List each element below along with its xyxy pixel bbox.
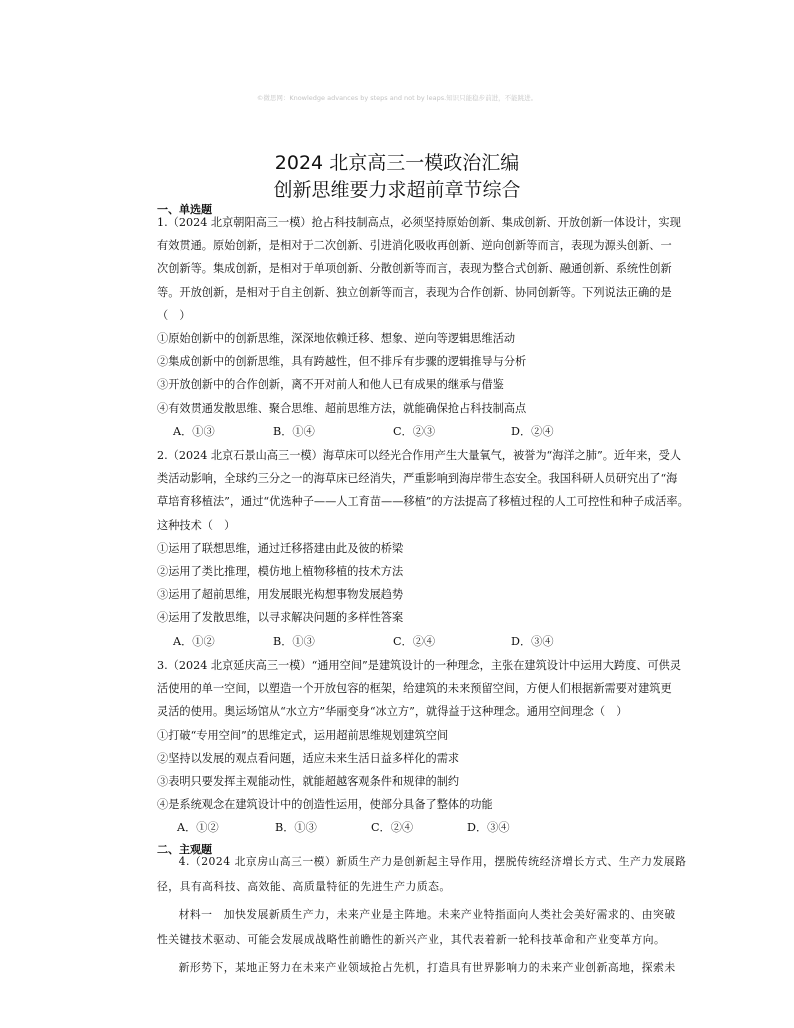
option-b: B．①④ (273, 424, 315, 438)
question-2-statement: ②运用了类比推理，模仿地上植物移植的技术方法 (157, 565, 404, 579)
question-3-statement: ①打破“专用空间”的思维定式，运用超前思维规划建筑空间 (157, 728, 449, 742)
material-1-line: 性关键技术驱动、可能会发展成战略性前瞻性的新兴产业，其代表着新一轮科技革命和产业变革方向。 (157, 932, 666, 946)
option-c: C．②④ (393, 634, 436, 648)
question-4-stem-line: 径，具有高科技、高效能、高质量特征的先进生产力质态。 (157, 879, 451, 893)
question-2-stem-line: 草培育移植法”，通过“优选种子——人工育苗——移植”的方法提高了移植过程的人工可控性和种子成活率。 (157, 495, 689, 509)
question-3-stem-line: 3.（2024 北京延庆高三一模）“通用空间”是建筑设计的一种理念，主张在建筑设计中运用大跨度、可供灵 (157, 659, 682, 672)
question-3 (157, 654, 713, 834)
question-4 (157, 850, 713, 981)
question-1-options (157, 420, 713, 443)
question-1-stem-line: （ ） (157, 308, 191, 322)
section-heading-single-choice: 一、单选题 (157, 203, 212, 216)
question-1-stem-line: 有效贯通。原始创新，是相对于二次创新、引进消化吸收再创新、逆向创新等而言，表现为源头创新、一 (157, 239, 672, 253)
question-3-stem-line: 灵活的使用。奥运场馆从“水立方”华丽变身“冰立方”，就得益于这种理念。通用空间理念（ ） (157, 705, 628, 719)
watermark: ©微思网：Knowledge advances by steps and not by leaps.知识只能稳步前进，不能跳进。 (256, 94, 538, 102)
question-2 (157, 444, 713, 653)
question-1-stem-line: 等。开放创新，是相对于自主创新、独立创新等而言，表现为合作创新、协同创新等。下列说法正确的是 (157, 285, 672, 299)
question-1 (157, 211, 713, 443)
question-1-stem-line: 次创新等。集成创新，是相对于单项创新、分散创新等而言，表现为整合式创新、融通创新、系统性创新 (157, 262, 672, 276)
material-1-line: 材料一 加快发展新质生产力，未来产业是主阵地。未来产业特指面向人类社会美好需求的、由突破 (178, 908, 676, 922)
material-2-line: 新形势下，某地正努力在未来产业领域抢占先机，打造具有世界影响力的未来产业创新高地，探索未 (178, 961, 676, 975)
question-2-stem-line: 这种技术（ ） (157, 518, 236, 532)
section-heading-subjective: 二、主观题 (157, 843, 212, 856)
question-1-statement: ①原始创新中的创新思维，深深地依赖迁移、想象、逆向等逻辑思维活动 (157, 332, 516, 346)
option-d: D．③④ (511, 634, 554, 648)
question-1-statement: ②集成创新中的创新思维，具有跨越性，但不排斥有步骤的逻辑推导与分析 (157, 355, 527, 369)
question-1-stem-line: 1.（2024 北京朝阳高三一模）抢占科技制高点，必须坚持原始创新、集成创新、开放创新一体设计，实现 (157, 216, 681, 229)
option-a: A．①③ (173, 424, 215, 438)
page-subtitle: 创新思维要力求超前章节综合 (273, 179, 521, 201)
option-b: B．①③ (273, 634, 315, 648)
question-2-stem-line: 类活动影响，全球约三分之一的海草床已经消失，严重影响到海岸带生态安全。我国科研人员研究出了“海 (157, 472, 678, 486)
question-4-stem-line: 4.（2024 北京房山高三一模）新质生产力是创新起主导作用，摆脱传统经济增长方式、生产力发展路 (178, 855, 687, 868)
question-1-statement: ③开放创新中的合作创新，离不开对前人和他人已有成果的继承与借鉴 (157, 378, 504, 392)
option-d: D．②④ (511, 424, 554, 438)
question-3-statement: ③表明只要发挥主观能动性，就能超越客观条件和规律的制约 (157, 775, 460, 789)
question-2-options (157, 630, 713, 653)
option-c: C．②④ (371, 821, 414, 835)
option-a: A．①② (173, 634, 215, 648)
question-3-statement: ②坚持以发展的观点看问题，适应未来生活日益多样化的需求 (157, 751, 460, 765)
question-2-stem-line: 2.（2024 北京石景山高三一模）海草床可以经光合作用产生大量氧气，被誉为“海洋之肺”。近年来，受人 (157, 449, 682, 462)
question-3-stem-line: 活使用的单一空间，以塑造一个开放包容的框架，给建筑的未来预留空间，方便人们根据新需要对建筑更 (157, 682, 672, 696)
question-2-statement: ④运用了发散思维，以寻求解决问题的多样性答案 (157, 611, 404, 625)
question-3-options (157, 816, 713, 834)
option-d: D．③④ (467, 821, 510, 835)
option-c: C．②③ (393, 424, 436, 438)
option-a: A．①② (177, 821, 219, 835)
question-2-statement: ③运用了超前思维，用发展眼光构想事物发展趋势 (157, 588, 404, 602)
question-1-statement: ④有效贯通发散思维、聚合思维、超前思维方法，就能确保抢占科技制高点 (157, 401, 527, 415)
option-b: B．①③ (275, 821, 317, 835)
question-2-statement: ①运用了联想思维，通过迁移搭建由此及彼的桥梁 (157, 541, 404, 555)
page-title: 2024 北京高三一模政治汇编 (274, 152, 520, 174)
question-3-statement: ④是系统观念在建筑设计中的创造性运用，使部分具备了整体的功能 (157, 798, 493, 812)
